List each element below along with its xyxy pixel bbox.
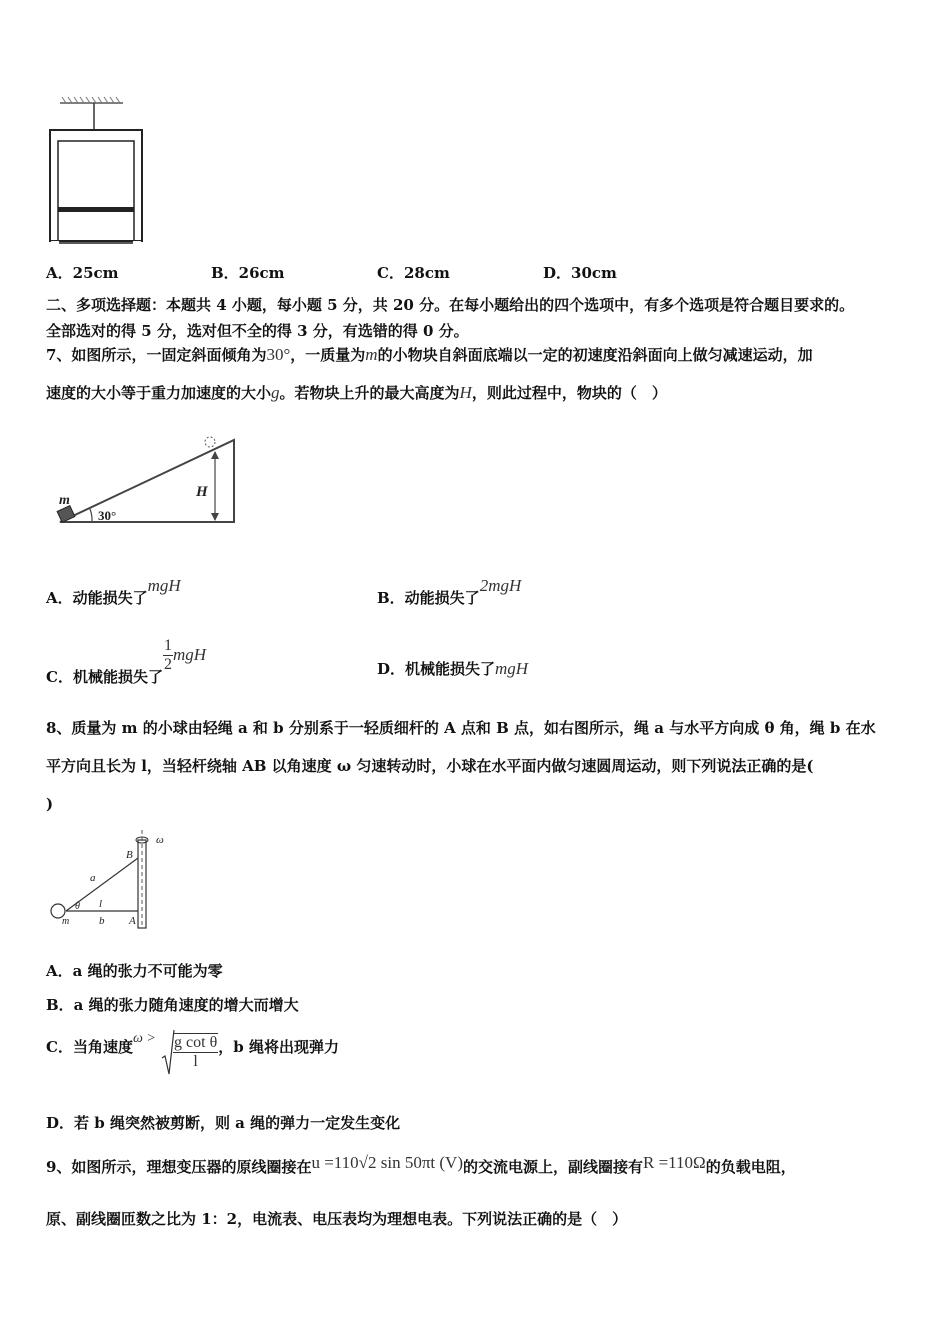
section2-line1: 二、多项选择题：本题共 4 小题，每小题 5 分，共 20 分。在每小题给出的四个选项中，有多个选项是符合题目要求的。 — [46, 296, 855, 314]
q7-fig-m: m — [59, 493, 70, 508]
q7-figure — [50, 430, 245, 530]
q8-fig-A: A — [129, 915, 136, 927]
q8-fig-a: a — [90, 872, 96, 884]
q6-figure — [45, 95, 155, 247]
q8-option-c: C．当角速度ω > $\frac{\text{g cot θ}}{l}$ ，b 绳将出现弹力 — [46, 1028, 339, 1080]
q8-line2: 平方向且长为 l，当轻杆绕轴 AB 以角速度 ω 匀速转动时，小球在水平面内做匀速圆周运动，则下列说法正确的是( — [46, 757, 814, 775]
q8-line1: 8、质量为 m 的小球由轻绳 a 和 b 分别系于一轻质细杆的 A 点和 B 点，如右图所示，绳 a 与水平方向成 θ 角，绳 b 在水 — [46, 719, 876, 737]
q8-fig-B: B — [126, 849, 133, 861]
q8-option-d: D．若 b 绳突然被剪断，则 a 绳的弹力一定发生变化 — [46, 1114, 401, 1132]
q6-option-a: A．25cm — [46, 264, 119, 282]
q8-fig-omega: ω — [156, 834, 164, 846]
q8-figure — [46, 828, 176, 933]
q8-fig-m: m — [62, 916, 70, 927]
q7-option-a: A．动能损失了mgH — [46, 576, 181, 607]
q6-option-c: C．28cm — [377, 264, 450, 282]
q7-line2: 速度的大小等于重力加速度的大小g。若物块上升的最大高度为H，则此过程中，物块的（ ） — [46, 383, 667, 402]
q6-option-b: B．26cm — [211, 264, 285, 282]
q9-line2: 原、副线圈匝数之比为 1：2，电流表、电压表均为理想电表。下列说法正确的是（ ） — [46, 1210, 628, 1228]
q7-line1: 7、如图所示，一固定斜面倾角为30°，一质量为m的小物块自斜面底端以一定的初速度沿斜面向上做匀减速运动，加 — [46, 345, 813, 364]
q6-option-d: D．30cm — [543, 264, 617, 282]
q7-option-d: D．机械能损失了mgH — [377, 659, 529, 678]
q8-fig-theta: θ — [75, 901, 80, 912]
q8-fig-l: l — [99, 898, 103, 910]
q8-fig-b: b — [99, 915, 105, 927]
q7-fig-angle: 30° — [98, 508, 117, 523]
q9-line1: 9、如图所示，理想变压器的原线圈接在u =110√2 sin 50πt (V)的交流电源上，副线圈接有R =110Ω的负载电阻， — [46, 1153, 796, 1176]
q7-option-c: C．机械能损失了 $\frac{1}{2}$ mgH — [46, 637, 207, 686]
q8-line3: ) — [46, 795, 54, 813]
q8-option-b: B．a 绳的张力随角速度的增大而增大 — [46, 996, 299, 1014]
q7-fig-H: H — [196, 484, 208, 500]
section2-line2: 全部选对的得 5 分，选对但不全的得 3 分，有选错的得 0 分。 — [46, 322, 469, 340]
q8-option-a: A．a 绳的张力不可能为零 — [46, 962, 223, 980]
q7-option-b: B．动能损失了2mgH — [377, 576, 522, 607]
